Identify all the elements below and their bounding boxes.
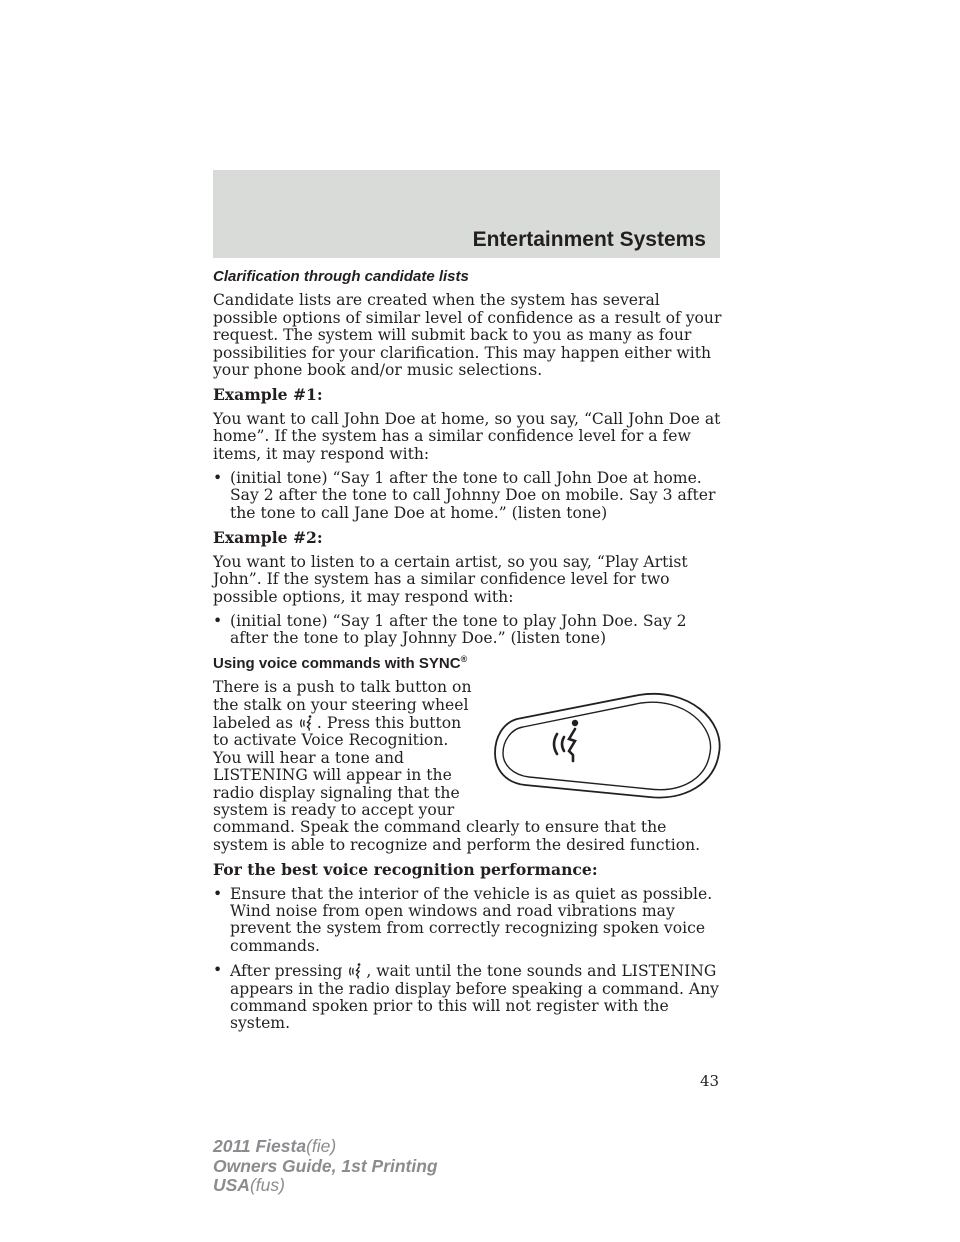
footer-market: USA: [213, 1175, 250, 1195]
tip2-text-start: After pressing: [230, 962, 343, 981]
push-to-talk-button-illustration: [489, 691, 731, 813]
bullet-dot: •: [213, 961, 223, 980]
tip2-bullet: [213, 962, 723, 1033]
example1-heading: Example #1:: [213, 385, 323, 405]
footer-printing-info: [213, 1137, 438, 1196]
bullet-dot: •: [213, 611, 223, 630]
bullet-dot: •: [213, 469, 223, 488]
example2-bullet: [213, 613, 723, 648]
footer-line-3: [213, 1176, 438, 1196]
footer-model: 2011 Fiesta: [213, 1136, 307, 1156]
footer-line-2: [213, 1157, 438, 1177]
tip2-text-end: , wait until the tone sounds and LISTENING appears in the radio display before speaking a command. Any command spoken prior to this will not register with the system.: [230, 962, 719, 1033]
push-to-talk-text-start: There is a push to talk button on the stalk on your steering wheel labeled as: [213, 678, 472, 732]
tip1-bullet: [213, 886, 723, 956]
example1-text: You want to call John Doe at home, so you say, “Call John Doe at home”. If the system has a similar confidence level for a few items, it may respond with:: [213, 409, 721, 463]
page-content: [213, 268, 723, 1040]
example2-bullet-text: (initial tone) “Say 1 after the tone to play John Doe. Say 2 after the tone to play Johnny Doe.” (listen tone): [230, 611, 687, 648]
example2-text: You want to listen to a certain artist, so you say, “Play Artist John”. If the system has a similar confidence level for two possible options, it may respond with:: [213, 552, 688, 606]
section-header-title: Entertainment Systems: [472, 228, 706, 251]
candidate-lists-title: Clarification through candidate lists: [213, 268, 469, 285]
footer-model-code: (fie): [306, 1136, 337, 1156]
footer-edition: Owners Guide, 1st Printing: [213, 1155, 438, 1176]
example1-bullet: [213, 470, 723, 522]
candidate-lists-intro: Candidate lists are created when the system has several possible options of similar level of confidence as a result of your request. The system will submit back to you as many as four possibilities for your clarification. This may happen either with your phone book and/or music selections.: [213, 291, 722, 380]
voice-icon: [348, 962, 365, 979]
voice-icon: [299, 714, 316, 731]
voice-commands-title-text: Using voice commands with SYNC: [213, 654, 461, 672]
footer-line-1: [213, 1137, 438, 1157]
bullet-dot: •: [213, 884, 223, 903]
registered-mark: ®: [460, 653, 468, 664]
push-to-talk-text-end: . Press this button to activate Voice Recognition. You will hear a tone and LISTENING will appear in the radio display signaling that the system is ready to accept your command. Speak the command clearly to ensure that the system is able to recognize and perform the desired function.: [213, 713, 701, 854]
footer-market-code: (fus): [249, 1175, 285, 1195]
example2-heading: Example #2:: [213, 528, 323, 548]
voice-commands-title: [213, 655, 723, 672]
tip1-text: Ensure that the interior of the vehicle is as quiet as possible. Wind noise from open windows and road vibrations may prevent the system from correctly recognizing spoken voice commands.: [230, 884, 713, 955]
page-number: 43: [700, 1072, 720, 1090]
example1-bullet-text: (initial tone) “Say 1 after the tone to call John Doe at home. Say 2 after the tone to call Johnny Doe on mobile. Say 3 after the tone to call Jane Doe at home.” (listen tone): [230, 469, 716, 522]
section-header-bar: [213, 170, 720, 258]
tips-heading: For the best voice recognition performance:: [213, 860, 598, 880]
